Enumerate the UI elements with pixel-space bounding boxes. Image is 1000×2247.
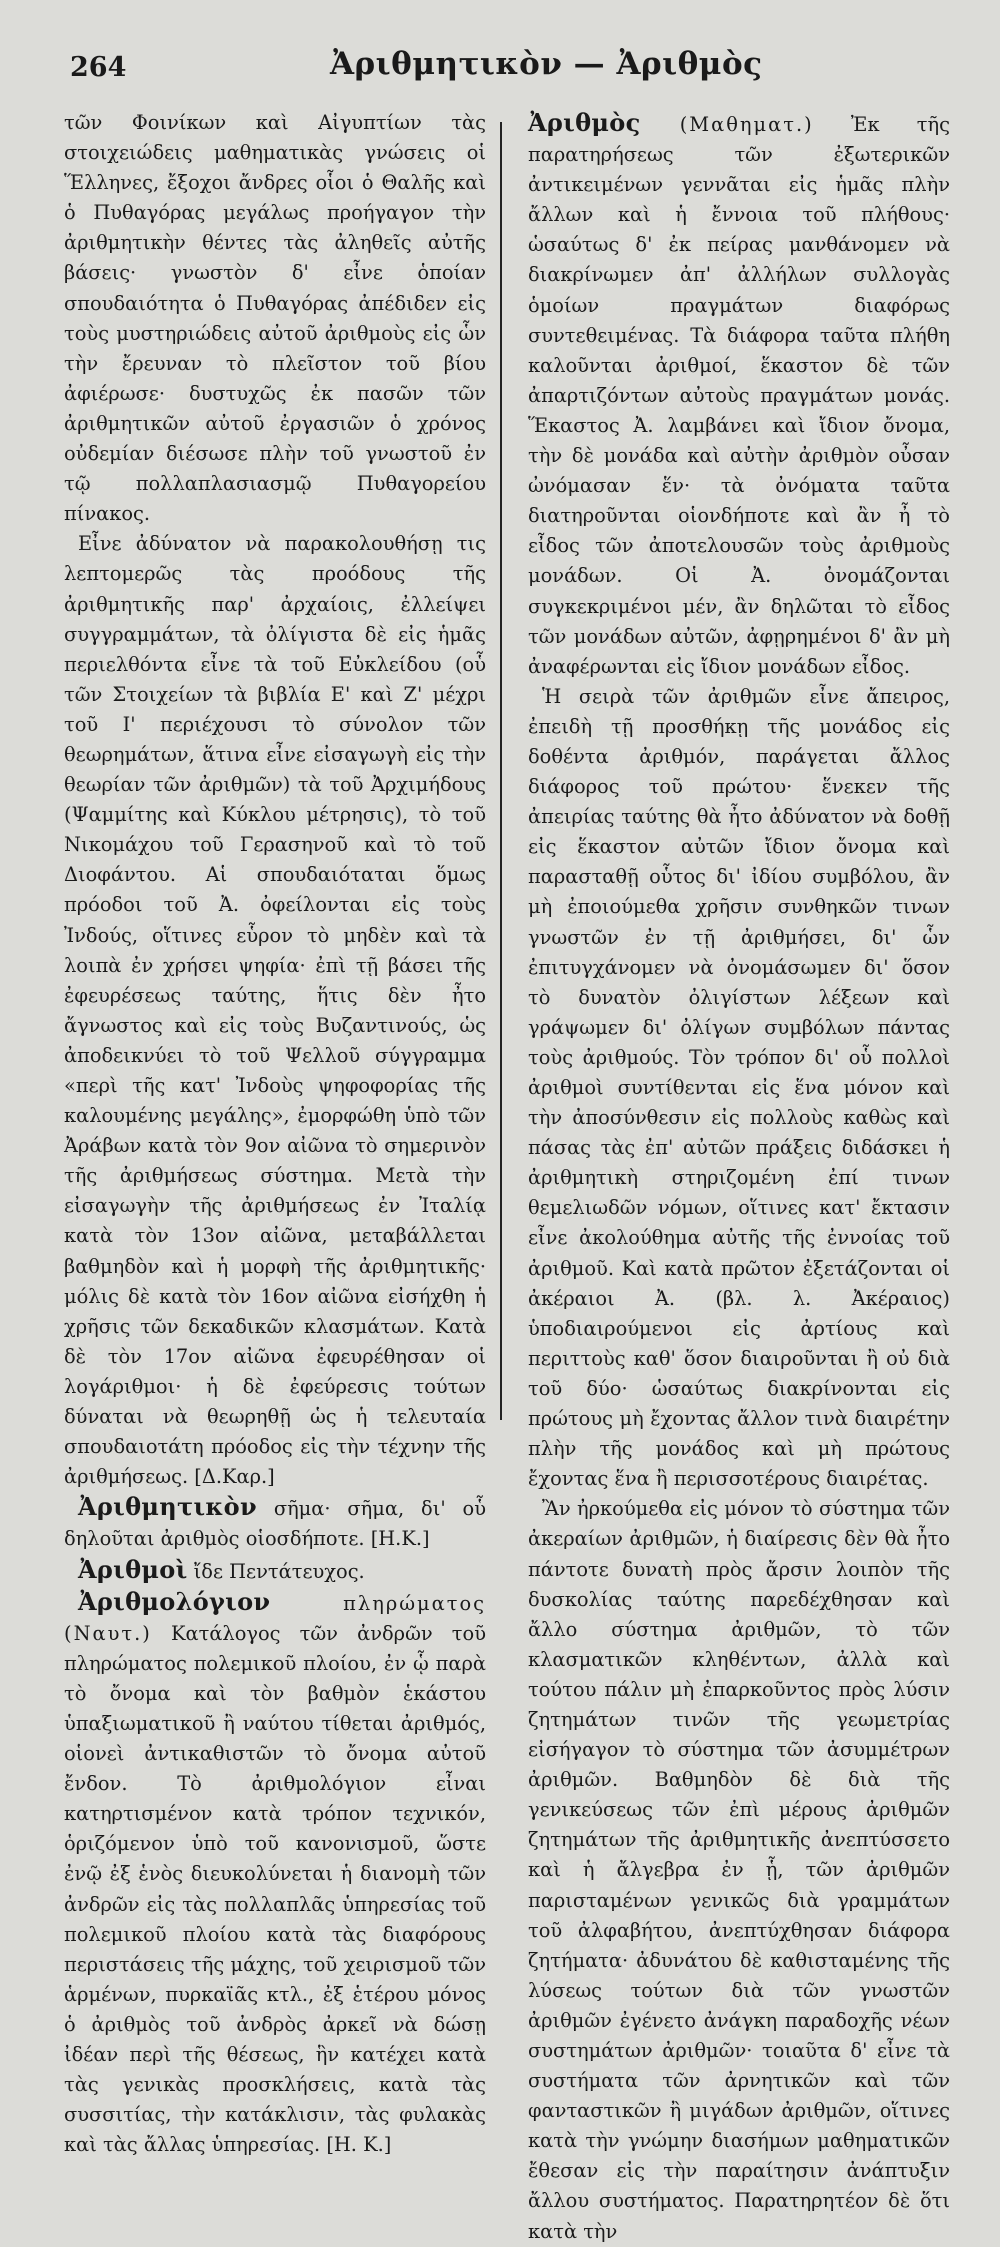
paragraph: Εἶνε ἀδύνατον νὰ παρακολουθήσῃ τις λεπτομερῶς τὰς προόδους τῆς ἀριθμητικῆς παρ' ἀρχαίοις, ἐλλείψει συγγραμμάτων, τὰ ὀλίγιστα δὲ εἰς ἡμᾶς περιελθόντα εἶνε τὰ τοῦ Εὐκλείδου (οὗ τῶν Στοιχείων τὰ βιβλία Ε' καὶ Ζ' μέχρι τοῦ Ι' περιέχουσι τὸ σύνολον τῶν θεωρημάτων, ἅτινα εἶνε εἰσαγωγὴ εἰς τὴν θεωρίαν τῶν ἀριθμῶν) τὰ τοῦ Ἀρχιμήδους (Ψαμμίτης καὶ Κύκλου μέτρησις), τὸ τοῦ Νικομάχου τοῦ Γερασηνοῦ καὶ τὸ τοῦ Διοφάντου. Αἱ σπουδαιόταται ὅμως πρόοδοι τοῦ Ἀ. ὀφείλονται εἰς τοὺς Ἰνδούς, οἵτινες εὗρον τὸ μηδὲν καὶ τὰ λοιπὰ ἐν χρήσει ψηφία· ἐπὶ τῇ βάσει τῆς ἐφευρέσεως ταύτης, ἥτις δὲν ἦτο ἄγνωστος καὶ εἰς τοὺς Βυζαντινούς, ὡς ἀποδεικνύει τὸ τοῦ Ψελλοῦ σύγγραμμα «περὶ τῆς κατ' Ἰνδοὺς ψηφοφορίας τῆς καλουμένης μεγάλης», ἐμορφώθη ὑπὸ τῶν Ἀράβων κατὰ τὸν 9ον αἰῶνα τὸ σημερινὸν τῆς ἀριθμήσεως σύστημα. Μετὰ τὴν εἰσαγωγὴν τῆς ἀριθμήσεως ἐν Ἰταλίᾳ κατὰ τὸν 13ον αἰῶνα, μεταβάλλεται βαθμηδὸν καὶ ἡ μορφὴ τῆς ἀριθμητικῆς· μόλις δὲ κατὰ τὸν 16ον αἰῶνα εἰσήχθη ἡ χρῆσις τῶν δεκαδικῶν κλασμάτων. Κατὰ δὲ τὸν 17ον αἰῶνα ἐφευρέθησαν οἱ λογάριθμοι· ἡ δὲ ἐφεύρεσις τούτων δύναται νὰ θεωρηθῇ ὡς ἡ τελευταία σπουδαιοτάτη πρόοδος εἰς τὴν τέχνην τῆς ἀριθμήσεως. [Δ.Καρ.] bbox=[64, 532, 486, 1489]
dictionary-entry bbox=[64, 1587, 486, 2161]
entry-headword: Ἀριθμητικὸν bbox=[78, 1492, 257, 1522]
column-divider bbox=[500, 122, 502, 1420]
header-title: Ἀριθμητικὸν — Ἀριθμὸς bbox=[330, 46, 763, 82]
paragraph: Ἡ σειρὰ τῶν ἀριθμῶν εἶνε ἄπειρος, ἐπειδὴ τῇ προσθήκῃ τῆς μονάδος εἰς δοθέντα ἀριθμόν, παράγεται ἄλλος διάφορος τοῦ πρώτου· ἕνεκεν τῆς ἀπειρίας ταύτης θὰ ἦτο ἀδύνατον νὰ δοθῇ εἰς ἕκαστον αὐτῶν ἴδιον ὄνομα καὶ παρασταθῇ οὗτος δι' ἰδίου συμβόλου, ἂν μὴ ἐποιούμεθα χρῆσιν συνθηκῶν τινων γνωστῶν ἐν τῇ ἀριθμήσει, δι' ὧν ἐπιτυγχάνομεν νὰ ὀνομάσωμεν δι' ὅσον τὸ δυνατὸν ὀλιγίστων λέξεων καὶ γράψωμεν δι' ὀλίγων συμβόλων πάντας τοὺς ἀριθμούς. Τὸν τρόπον δι' οὗ πολλοὶ ἀριθμοὶ συντίθενται εἰς ἕνα μόνον καὶ τὴν ἀποσύνθεσιν εἰς πολλοὺς καθὼς καὶ πάσας τὰς ἐπ' αὐτῶν πράξεις διδάσκει ἡ ἀριθμητικὴ στηριζομένη ἐπί τινων θεμελιωδῶν νόμων, οἵτινες κατ' ἔκτασιν εἶνε ἀκολούθημα αὐτῆς τῆς ἐννοίας τοῦ ἀριθμοῦ. Καὶ κατὰ πρῶτον ἐξετάζονται οἱ ἀκέραιοι Ἀ. (βλ. λ. Ἀκέραιος) ὑποδιαιρούμενοι εἰς ἀρτίους καὶ περιττοὺς καθ' ὅσον διαιροῦνται ἢ οὐ διὰ τοῦ δύο· ὡσαύτως διακρίνονται εἰς πρώτους μὴ ἔχοντας ἄλλον τινὰ διαιρέτην πλὴν τῆς μονάδος καὶ μὴ πρώτους ἔχοντας ἕνα ἢ περισσοτέρους διαιρέτας. bbox=[528, 684, 950, 1491]
entry-body: ἴδε Πεντάτευχος. bbox=[187, 1559, 365, 1583]
entry-headword: Ἀριθμοὶ bbox=[78, 1554, 188, 1584]
paragraph: τῶν Φοινίκων καὶ Αἰγυπτίων τὰς στοιχειώδεις μαθηματικὰς γνώσεις οἱ Ἕλληνες, ἔξοχοι ἄνδρες οἷοι ὁ Θαλῆς καὶ ὁ Πυθαγόρας μεγάλως προήγαγον τὴν ἀριθμητικὴν θέντες τὰς ἀληθεῖς αὐτῆς βάσεις· γνωστὸν δ' εἶνε ὁποίαν σπουδαιότητα ὁ Πυθαγόρας ἀπέδιδεν εἰς τοὺς μυστηριώδεις αὐτοῦ ἀριθμοὺς εἰς ὧν τὴν ἔρευναν τὸ πλεῖστον τοῦ βίου ἀφιέρωσε· δυστυχῶς ἐκ πασῶν τῶν ἀριθμητικῶν αὐτοῦ ἐργασιῶν ὁ χρόνος οὐδεμίαν διέσωσε πλὴν τοῦ γνωστοῦ ἐν τῷ πολλαπλασιασμῷ Πυθαγορείου πίνακος. bbox=[64, 111, 486, 526]
page-number: 264 bbox=[70, 52, 127, 83]
dictionary-entry bbox=[528, 108, 950, 682]
entry-body: Κατάλογος τῶν ἀνδρῶν τοῦ πληρώματος πολεμικοῦ πλοίου, ἐν ᾧ παρὰ τὸ ὄνομα καὶ τὸν βαθμὸν ἑκάστου ὑπαξιωματικοῦ ἢ ναύτου τίθεται ἀριθμός, οἱονεὶ ἀντικαθιστῶν τὸ ὄνομα αὐτοῦ ἔνδον. Τὸ ἀριθμολόγιον εἶναι κατηρτισμένον κατὰ τρόπον τεχνικόν, ὁριζόμενον ὑπὸ τοῦ κανονισμοῦ, ὥστε ἐνῷ ἐξ ἑνὸς διευκολύνεται ἡ διανομὴ τῶν ἀνδρῶν εἰς τὰς πολλαπλᾶς ὑπηρεσίας τοῦ πολεμικοῦ πλοίου κατὰ τὰς διαφόρους περιστάσεις τῆς μάχης, τοῦ χειρισμοῦ τῶν ἁρμένων, πυρκαϊᾶς κτλ., ἐξ ἑτέρου μόνος ὁ ἀριθμὸς τοῦ ἀνδρὸς ἀρκεῖ νὰ δώσῃ ἰδέαν περὶ τῆς θέσεως, ἣν κατέχει κατὰ τὰς γενικὰς προσκλήσεις, κατὰ τὰς συσσιτίας, τὴν κατάκλισιν, τὰς φυλακὰς καὶ τὰς ἄλλας ὑπηρεσίας. [Η. Κ.] bbox=[64, 1621, 486, 2157]
entry-headword: Ἀριθμὸς bbox=[528, 108, 641, 137]
entry-body: Ἐκ τῆς παρατηρήσεως τῶν ἐξωτερικῶν ἀντικειμένων γεννᾶται εἰς ἡμᾶς πλὴν ἄλλων καὶ ἡ ἔννοια τοῦ πλήθους· ὡσαύτως δ' ἐκ πείρας μανθάνομεν νὰ διακρίνωμεν ἀπ' ἀλλήλων συλλογὰς ὁμοίων πραγμάτων διαφόρως συντεθειμένας. Τὰ διάφορα ταῦτα πλήθη καλοῦνται ἀριθμοί, ἕκαστον δὲ τῶν ἀπαρτιζόντων αὐτοὺς πραγμάτων μονάς. Ἕκαστος Ἀ. λαμβάνει καὶ ἴδιον ὄνομα, τὴν δὲ μονάδα καὶ αὐτὴν ἀριθμὸν οὖσαν ὠνόμασαν ἕν· τὰ ὀνόματα ταῦτα διατηροῦνται οἱονδήποτε καὶ ἂν ἦ τὸ εἶδος τῶν ἀποτελουσῶν τοὺς ἀριθμοὺς μονάδων. Οἱ Ἀ. ὀνομάζονται συγκεκριμένοι μέν, ἂν δηλῶται τὸ εἶδος τῶν μονάδων αὐτῶν, ἀφῃρημένοι δ' ἂν μὴ ἀναφέρωνται εἰς ἴδιον μονάδων εἶδος. bbox=[528, 113, 950, 678]
text-columns bbox=[64, 108, 950, 2243]
running-head bbox=[64, 38, 950, 108]
entry-field-abbreviation: πληρώματος (Ναυτ.) bbox=[64, 1591, 486, 1645]
right-column bbox=[510, 108, 950, 2243]
paragraph: Ἂν ἠρκούμεθα εἰς μόνον τὸ σύστημα τῶν ἀκεραίων ἀριθμῶν, ἡ διαίρεσις δὲν θὰ ἦτο πάντοτε δυνατὴ πρὸς ἄρσιν λοιπὸν τῆς δυσκολίας ταύτης παρεδέχθησαν καὶ ἄλλο σύστημα ἀριθμῶν, τὸ τῶν κλασματικῶν κληθέντων, ἀλλὰ καὶ τούτου πάλιν μὴ ἐπαρκοῦντος πρὸς λύσιν ζητημάτων τινῶν τῆς γεωμετρίας εἰσήγαγον τὸ σύστημα τῶν ἀσυμμέτρων ἀριθμῶν. Βαθμηδὸν δὲ διὰ τῆς γενικεύσεως τῶν ἐπὶ μέρους ἀριθμῶν ζητημάτων τῆς ἀριθμητικῆς ἀνεπτύσσετο καὶ ἡ ἄλγεβρα ἐν ᾗ, τῶν ἀριθμῶν παρισταμένων γενικῶς διὰ γραμμάτων τοῦ ἀλφαβήτου, ἀνεπτύχθησαν διάφορα ζητήματα· ἀδυνάτου δὲ καθισταμένης τῆς λύσεως τούτων διὰ τῶν γνωστῶν ἀριθμῶν ἐγένετο ἀνάγκη παραδοχῆς νέων συστημάτων ἀριθμῶν· τοιαῦτα δ' εἶνε τὰ συστήματα τῶν ἀρνητικῶν καὶ τῶν φανταστικῶν ἢ μιγάδων ἀριθμῶν, οἵτινες κατὰ τὴν γνώμην διασήμων μαθηματικῶν ἔθεσαν εἰς τὴν παραίτησιν ἀνάπτυξιν ἄλλου συστήματος. Παρατηρητέον δὲ ὅτι κατὰ τὴν bbox=[528, 1497, 950, 2243]
left-column bbox=[64, 108, 492, 2157]
entry-field-abbreviation: (Μαθηματ.) bbox=[640, 113, 814, 136]
entry-headword: Ἀριθμολόγιον bbox=[78, 1586, 271, 1616]
dictionary-entry bbox=[64, 1555, 486, 1587]
dictionary-entry bbox=[64, 1492, 486, 1554]
entry-body: σῆμα· σῆμα, δι' οὗ δηλοῦται ἀριθμὸς οἱοσδήποτε. [Η.Κ.] bbox=[64, 1497, 486, 1551]
